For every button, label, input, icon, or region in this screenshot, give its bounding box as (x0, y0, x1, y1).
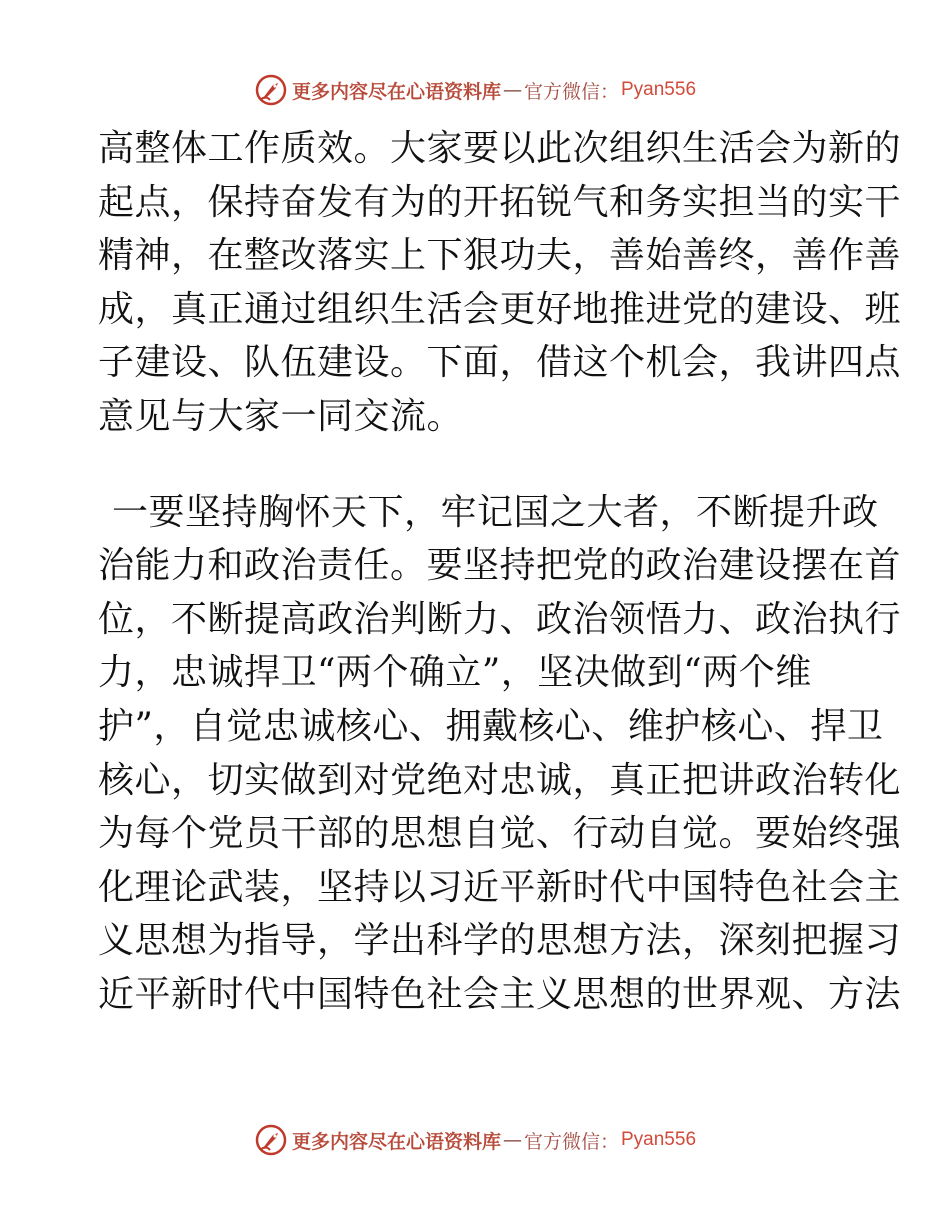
text-line: 力，忠诚捍卫“两个确立”，坚决做到“两个维 (98, 652, 812, 694)
text-line: 治能力和政治责任。要坚持把党的政治建设摆在首 (98, 545, 902, 587)
text-line: 意见与大家一同交流。 (98, 395, 464, 437)
pen-nib-logo-icon (254, 73, 288, 107)
banner-wechat-id: Pyan556 (621, 1129, 697, 1150)
banner-wechat-label: 官方微信： (523, 1130, 619, 1153)
text-line: 核心，切实做到对党绝对忠诚，真正把讲政治转化 (98, 759, 902, 801)
document-body (98, 122, 902, 1022)
text-line: 一要坚持胸怀天下，牢记国之大者，不断提升政 (112, 491, 879, 533)
paragraph (98, 486, 902, 1022)
footer-banner (0, 1118, 950, 1162)
text-line: 子建设、队伍建设。下面，借这个机会，我讲四点 (98, 342, 902, 384)
text-line: 精神，在整改落实上下狠功夫，善始善终，善作善 (98, 235, 902, 277)
banner-brand-text: 更多内容尽在心语资料库 (291, 1130, 501, 1153)
banner-brand-text: 更多内容尽在心语资料库 (291, 80, 501, 103)
pen-nib-logo-icon (254, 1123, 288, 1157)
text-line: 起点，保持奋发有为的开拓锐气和务实担当的实干 (98, 181, 902, 223)
text-line: 为每个党员干部的思想自觉、行动自觉。要始终强 (98, 813, 902, 855)
banner-wechat-id: Pyan556 (621, 79, 697, 100)
text-line: 护”，自觉忠诚核心、拥戴核心、维护核心、捍卫 (98, 705, 884, 747)
header-banner (0, 68, 950, 112)
paragraph (98, 122, 902, 444)
banner-wechat-label: 官方微信： (523, 80, 619, 103)
text-line: 高整体工作质效。大家要以此次组织生活会为新的 (98, 128, 902, 169)
text-line: 近平新时代中国特色社会主义思想的世界观、方法 (98, 973, 902, 1015)
text-line: 义思想为指导，学出科学的思想方法，深刻把握习 (98, 920, 902, 962)
text-line: 成，真正通过组织生活会更好地推进党的建设、班 (98, 288, 902, 330)
banner-separator: — (502, 1129, 522, 1151)
banner-separator: — (502, 79, 522, 101)
text-line: 化理论武装，坚持以习近平新时代中国特色社会主 (98, 866, 902, 908)
text-line: 位，不断提高政治判断力、政治领悟力、政治执行 (98, 598, 902, 640)
paragraph-gap (98, 444, 858, 486)
